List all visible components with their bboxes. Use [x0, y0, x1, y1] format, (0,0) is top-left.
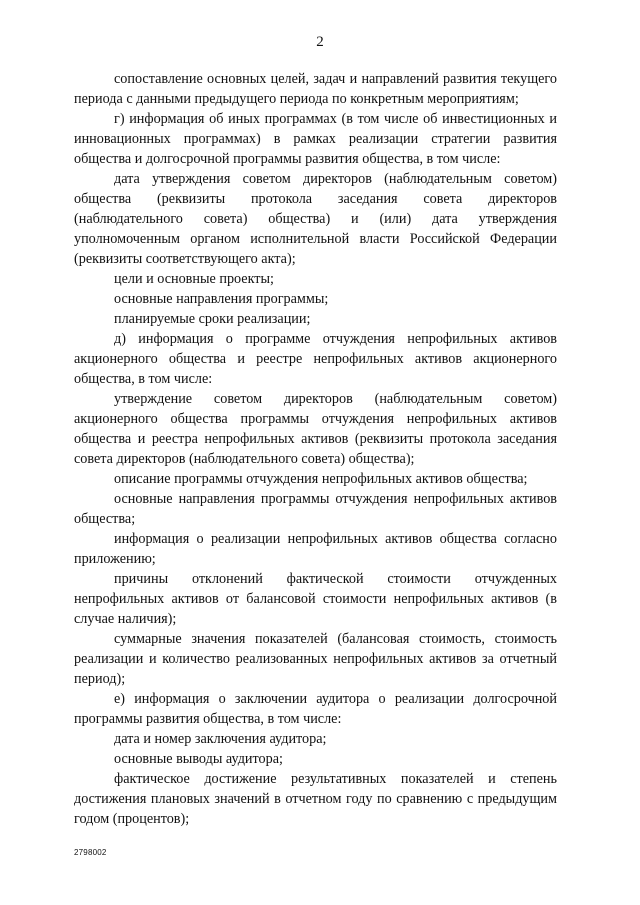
paragraph-item-e: е) информация о заключении аудитора о реализации долгосрочной программы развития общества, в том числе: [74, 691, 557, 727]
paragraph-disposal-directions: основные направления программы отчуждения непрофильных активов общества; [74, 491, 557, 527]
paragraph-item-g: г) информация об иных программах (в том числе об инвестиционных и инновационных программах) в рамках реализации стратегии развития общества и долгосрочной программы развития общества, в том числе: [74, 111, 557, 167]
paragraph-summary-values: суммарные значения показателей (балансовая стоимость, стоимость реализации и количество реализованных непрофильных активов за отчетный период); [74, 631, 557, 687]
paragraph-auditor-conclusions: основные выводы аудитора; [114, 751, 283, 767]
paragraph-program-description: описание программы отчуждения непрофильных активов общества; [114, 471, 528, 487]
paragraph-performance-achievement: фактическое достижение результативных показателей и степень достижения плановых значений в отчетном году по сравнению с предыдущим годом (процентов); [74, 771, 557, 827]
paragraph-timeline: планируемые сроки реализации; [114, 311, 311, 327]
document-body [74, 69, 557, 829]
paragraph-auditor-date: дата и номер заключения аудитора; [114, 731, 327, 747]
paragraph-comparison: сопоставление основных целей, задач и направлений развития текущего периода с данными предыдущего периода по конкретным мероприятиям; [74, 71, 557, 107]
paragraph-board-approval: утверждение советом директоров (наблюдательным советом) акционерного общества программы отчуждения непрофильных активов общества и реестра непрофильных активов (реквизиты протокола заседания совета директоров (наблюдательного совета) общества); [74, 391, 557, 467]
page-number: 2 [316, 34, 324, 50]
document-code: 2798002 [74, 848, 107, 857]
paragraph-item-d: д) информация о программе отчуждения непрофильных активов акционерного общества и реестре непрофильных активов акционерного общества, в том числе: [74, 331, 557, 387]
paragraph-goals: цели и основные проекты; [114, 271, 274, 287]
paragraph-disposal-info: информация о реализации непрофильных активов общества согласно приложению; [74, 531, 557, 567]
paragraph-approval-date: дата утверждения советом директоров (наблюдательным советом) общества (реквизиты протокола заседания совета директоров (наблюдательного совета) общества) и (или) дата утверждения уполномоченным органом исполнительной власти Российской Федерации (реквизиты соответствующего акта); [74, 171, 557, 267]
paragraph-program-directions: основные направления программы; [114, 291, 329, 307]
paragraph-deviation-reasons: причины отклонений фактической стоимости отчужденных непрофильных активов от балансовой стоимости непрофильных активов (в случае наличия); [74, 571, 557, 627]
